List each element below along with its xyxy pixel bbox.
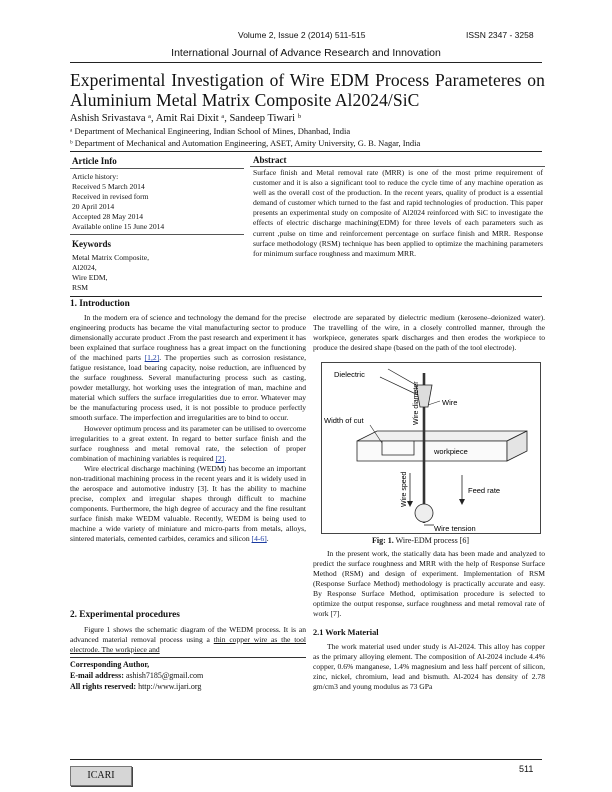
intro-paragraph-3: Wire electrical discharge machining (WEDM) has become an important non-traditional machining process in the recent years and it is widely used in the aerospace and automotive industry [3]. It has the ability to machine precise, complex and irregular shapes through difficult to machine components. Furthermore, the high degree of accuracy and the fine resultant surface finish make WEDM valuable. Recently, WEDM is being used to machine a wide variety of miniature and micro-parts from metals, alloys, sintered materials, cemented carbides, ceramics and silicon [4-6]. <box>70 463 306 544</box>
label-wire-tension: Wire tension <box>434 524 476 533</box>
journal-name: International Journal of Advance Research and Innovation <box>171 47 441 59</box>
affiliation-b: ᵇ Department of Mechanical and Automation Engineering, ASET, Amity University, G. B. Nagar, India <box>70 138 421 148</box>
exp-paragraph-1: Figure 1 shows the schematic diagram of the WEDM process. It is an advanced material removal process using a thin copper wire as the tool electrode. The workpiece and <box>70 625 307 655</box>
history-line: Article history: <box>72 172 119 181</box>
intro-paragraph-2: However optimum process and its parameter can be utilised to overcome irregularities to a great extent. In regard to better surface finish and the surface roughness and metal removal rate, the selection of proper combination of machining variables is required [2]. <box>70 423 306 463</box>
intro-body <box>70 313 306 544</box>
figure-caption: Fig: 1. Wire-EDM process [6] <box>372 536 470 545</box>
paper-title: Experimental Investigation of Wire EDM Process Parameteres on Aluminium Metal Matrix Composite Al2024/SiC <box>70 70 545 110</box>
experimental-body <box>70 625 306 655</box>
wedm-figure <box>321 362 541 534</box>
title-rule <box>70 151 542 152</box>
workpiece-top-face <box>357 431 527 441</box>
history-line: Accepted 28 May 2014 <box>72 212 144 221</box>
keywords-list <box>72 253 149 293</box>
article-info-rule <box>70 168 244 169</box>
ref-link[interactable]: [4-6] <box>251 534 267 544</box>
history-line: Received 5 March 2014 <box>72 182 145 191</box>
volume-info: Volume 2, Issue 2 (2014) 511-515 <box>238 30 366 40</box>
keyword: Al2024, <box>72 263 97 272</box>
lower-pulley <box>415 504 433 522</box>
page-number: 511 <box>519 764 534 774</box>
history-line: Received in revised form <box>72 192 149 201</box>
keywords-rule <box>70 234 244 235</box>
history-line: 20 April 2014 <box>72 202 115 211</box>
label-wire-diameter: Wire diameter <box>413 381 420 425</box>
icari-logo: ICARI <box>70 766 132 786</box>
authors: Ashish Srivastava ᵃ, Amit Rai Dixit ᵃ, Sandeep Tiwari ᵇ <box>70 113 301 124</box>
keyword: Wire EDM, <box>72 273 108 282</box>
ref-link[interactable]: [1,2] <box>144 353 160 363</box>
ref-link[interactable]: [2] <box>215 453 225 463</box>
work-material-heading: 2.1 Work Material <box>313 628 379 637</box>
right-col-paragraph-1: electrode are separated by dielectric medium (kerosene–deionized water). The travelling of the wire, in a closely controlled manner, through the workpiece, generates spark discharges and then erodes the workpiece to produce the desired shape (based on the path of the tool electrode). <box>313 313 545 353</box>
workpiece-front-face <box>357 441 507 461</box>
wire-pointer <box>428 401 440 405</box>
right-col-paragraph-2: In the present work, the statically data has been made and analyzed to predict the surface roughness and MRR with the help of Response Surface Method (RSM) and design of experiment. Implementation of RSM (Response Surface Method) methodology is practically accurate and easy. By Response Surface Method, optimisation procedure is selected to optimize the output response, surface roughness and metal removal rate of work [7]. <box>313 549 545 619</box>
abstract-text: Surface finish and Metal removal rate (MRR) is one of the most prime requirement of customer and it is also a significant tool to reduce the cycle time of any machine operation as well as the overall cost of the production. In the recent years, quality of product is a essential demand of customer which turned to the fast and rapid technologies of production. This paper presents an experimental study on composite of Al2024 reinforced with SiC to investigate the effects of electric discharge machining(EDM) for three levels of each parameters such as current ,pulse on time and reinforcement percentage on surface finish and MRR. Response surface methodology (RSM) technique has been applied to optimize the machining parameters for minimum surface roughness and maximum MRR. <box>253 168 543 258</box>
footer-rule <box>70 759 542 760</box>
abstract-bottom-rule <box>70 296 542 297</box>
journal-url[interactable]: http://www.ijari.org <box>138 682 202 691</box>
intro-paragraph-1: In the modern era of science and technology the demand for the precise engineering products has became the vital manufacturing sector to produce dimensionally accurate product .From the past research and experiment it has been explained that surface roughness has a great impact on the functioning of the machined parts [1,2]. The properties such as corrosion resistance, fatigue resistance, load bearing capacity, noise reduction, are influenced by the surface roughness. Several manufacturing process such as casting, powder metallurgy, hot working uses the integration of man, machine and material which suffers the surface irregularities due to error. Whatever may be the manufacturing process used, it is not possible to produce perfectly smooth surface. The imperfection and irregularities are to bind to occur. <box>70 313 306 423</box>
abstract-heading: Abstract <box>253 155 287 165</box>
keyword: RSM <box>72 283 89 292</box>
keyword: Metal Matrix Composite, <box>72 253 149 262</box>
label-dielectric: Dielectric <box>334 370 365 379</box>
label-workpiece: workpiece <box>434 447 468 456</box>
label-wire-speed: Wire speed <box>401 471 408 507</box>
footnote-rule <box>70 657 306 658</box>
history-line: Available online 15 June 2014 <box>72 222 165 231</box>
email-link[interactable]: ashish7185@gmail.com <box>125 671 204 680</box>
label-width-of-cut: Width of cut <box>324 416 364 425</box>
keywords-heading: Keywords <box>72 239 111 249</box>
affiliation-a: ᵃ Department of Mechanical Engineering, Indian School of Mines, Dhanbad, India <box>70 126 351 136</box>
abstract-rule <box>250 166 545 167</box>
header-rule <box>70 62 542 63</box>
label-feed-rate: Feed rate <box>468 486 501 495</box>
experimental-heading: 2. Experimental procedures <box>70 610 180 620</box>
article-history <box>72 172 164 232</box>
intro-heading: 1. Introduction <box>70 299 130 309</box>
wedm-diagram <box>322 363 540 533</box>
feed-rate-arrowhead <box>459 499 465 505</box>
article-info-heading: Article Info <box>72 156 117 166</box>
right-col-paragraph-3: The work material used under study is Al-2024. This alloy has copper as the primary alloying element. The composition of Al-2024 include 4.4% copper, 0.6% manganese, 1.4% magnesium and less half percent of silicon, zinc, nickel, chromium, lead and bismuth. Al-2024 has density of 2.78 gm/cm3 and young modulus as 73 GPa <box>313 642 545 692</box>
issn: ISSN 2347 - 3258 <box>466 30 534 40</box>
label-wire: Wire <box>442 398 458 407</box>
corresponding-author: Corresponding Author, E-mail address: ashish7185@gmail.com All rights reserved: http://www.ijari.org <box>70 660 204 691</box>
